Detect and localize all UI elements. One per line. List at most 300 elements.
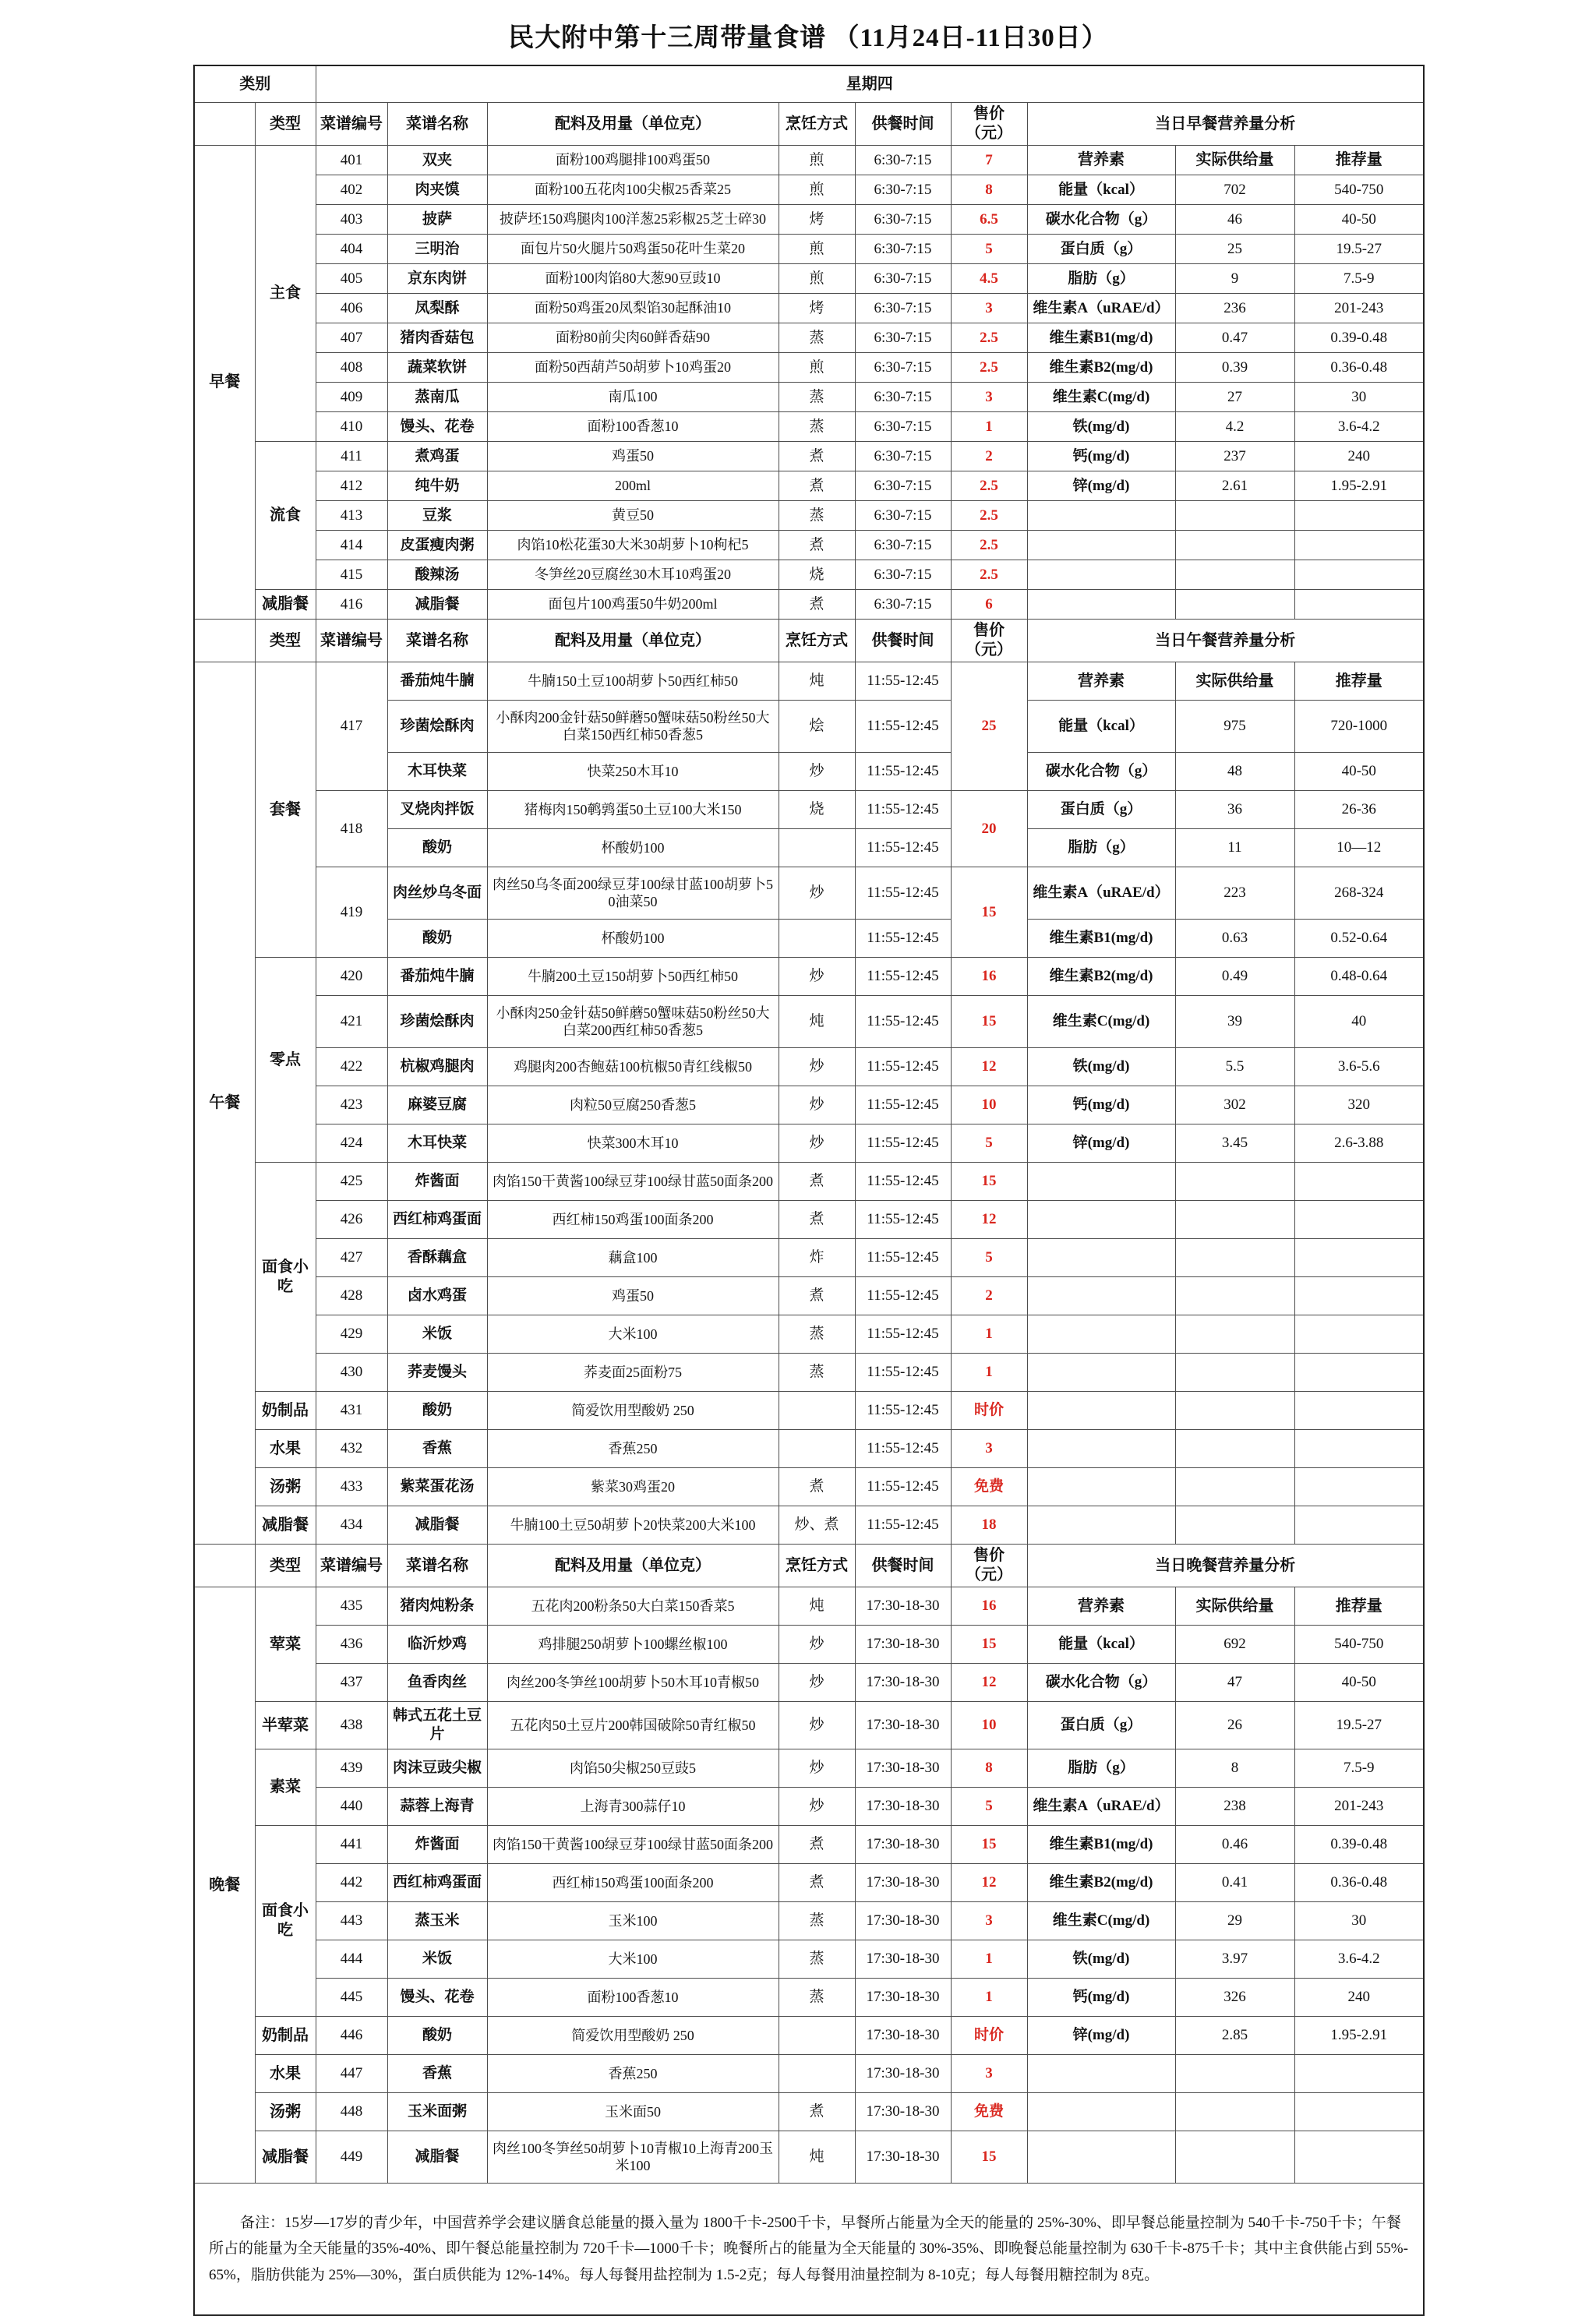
table-row — [194, 791, 1424, 829]
nutrient-label: 维生素A（uRAE/d） — [1027, 867, 1175, 920]
nutrient-actual — [1175, 590, 1294, 620]
serving-time: 11:55-12:45 — [855, 1201, 951, 1239]
nutrient-label — [1027, 1468, 1175, 1506]
dish-number: 407 — [316, 323, 387, 353]
dish-name: 香蕉 — [387, 1430, 487, 1468]
table-row — [194, 1354, 1424, 1392]
serving-time: 17:30-18-30 — [855, 2131, 951, 2184]
dish-number: 403 — [316, 205, 387, 235]
type-label: 水果 — [255, 2055, 316, 2093]
dish-number: 434 — [316, 1506, 387, 1545]
nutrient-recommended — [1294, 1430, 1424, 1468]
type-label: 流食 — [255, 442, 316, 590]
price: 15 — [951, 1626, 1027, 1664]
dish-name: 蔬菜软饼 — [387, 353, 487, 383]
table-row — [194, 1626, 1424, 1664]
serving-time: 6:30-7:15 — [855, 412, 951, 442]
nutrient-label: 维生素C(mg/d) — [1027, 383, 1175, 412]
nutrient-label — [1027, 501, 1175, 531]
cooking-method: 蒸 — [779, 383, 855, 412]
meal-label: 晚餐 — [194, 1587, 255, 2184]
nutrient-actual: 4.2 — [1175, 412, 1294, 442]
nutrient-recommended — [1294, 1315, 1424, 1354]
dish-number: 427 — [316, 1239, 387, 1277]
nutrient-actual — [1175, 2131, 1294, 2184]
dish-number: 418 — [316, 791, 387, 867]
nutrient-label: 营养素 — [1027, 146, 1175, 175]
nutrient-actual: 326 — [1175, 1979, 1294, 2017]
nutrient-recommended: 30 — [1294, 1902, 1424, 1940]
price: 5 — [951, 1239, 1027, 1277]
dish-number: 430 — [316, 1354, 387, 1392]
table-row — [194, 235, 1424, 264]
dish-number: 410 — [316, 412, 387, 442]
table-row — [194, 2055, 1424, 2093]
dish-name: 双夹 — [387, 146, 487, 175]
cooking-method — [779, 1392, 855, 1430]
nutrient-actual — [1175, 1392, 1294, 1430]
menu-table — [193, 65, 1425, 2316]
nutrient-label: 营养素 — [1027, 662, 1175, 701]
nutrient-label: 蛋白质（g） — [1027, 235, 1175, 264]
cooking-method: 煮 — [779, 1163, 855, 1201]
cooking-method: 煮 — [779, 2093, 855, 2131]
ingredients: 200ml — [487, 471, 779, 501]
serving-time: 6:30-7:15 — [855, 560, 951, 590]
dish-number: 422 — [316, 1048, 387, 1086]
ingredients: 小酥肉250金针菇50鲜蘑50蟹味菇50粉丝50大白菜200西红柿50香葱5 — [487, 996, 779, 1048]
ingredients: 肉馅50尖椒250豆豉5 — [487, 1749, 779, 1788]
cooking-method: 煮 — [779, 1864, 855, 1902]
cooking-method: 蒸 — [779, 1940, 855, 1979]
column-header: 菜谱名称 — [387, 620, 487, 662]
serving-time: 11:55-12:45 — [855, 1354, 951, 1392]
nutrient-actual — [1175, 2055, 1294, 2093]
table-row — [194, 1749, 1424, 1788]
ingredients: 鸡蛋50 — [487, 1277, 779, 1315]
cooking-method: 炒 — [779, 1749, 855, 1788]
dish-name: 煮鸡蛋 — [387, 442, 487, 471]
nutrient-label — [1027, 1277, 1175, 1315]
ingredients: 杯酸奶100 — [487, 920, 779, 958]
column-header: 配料及用量（单位克） — [487, 1545, 779, 1587]
dish-name: 荞麦馒头 — [387, 1354, 487, 1392]
dish-number: 444 — [316, 1940, 387, 1979]
nutrient-actual: 975 — [1175, 701, 1294, 753]
table-row — [194, 1587, 1424, 1626]
column-header: 烹饪方式 — [779, 103, 855, 146]
column-header: 菜谱编号 — [316, 1545, 387, 1587]
dish-name: 酸奶 — [387, 920, 487, 958]
ingredients: 肉粒50豆腐250香葱5 — [487, 1086, 779, 1124]
serving-time: 11:55-12:45 — [855, 1239, 951, 1277]
nutrient-recommended: 1.95-2.91 — [1294, 471, 1424, 501]
nutrient-label: 维生素B1(mg/d) — [1027, 1826, 1175, 1864]
nutrient-label — [1027, 1354, 1175, 1392]
nutrient-recommended: 26-36 — [1294, 791, 1424, 829]
ingredients: 快菜250木耳10 — [487, 753, 779, 791]
table-row — [194, 1664, 1424, 1702]
ingredients: 香蕉250 — [487, 1430, 779, 1468]
nutrient-label: 钙(mg/d) — [1027, 442, 1175, 471]
cooking-method: 煎 — [779, 175, 855, 205]
dish-name: 肉夹馍 — [387, 175, 487, 205]
nutrient-recommended: 0.39-0.48 — [1294, 1826, 1424, 1864]
cooking-method: 烤 — [779, 294, 855, 323]
dish-name: 炸酱面 — [387, 1826, 487, 1864]
dish-name: 猪肉炖粉条 — [387, 1587, 487, 1626]
ingredients: 黄豆50 — [487, 501, 779, 531]
price: 2 — [951, 442, 1027, 471]
corner-cell — [194, 620, 255, 662]
nutrient-recommended — [1294, 1277, 1424, 1315]
nutrient-label: 维生素B1(mg/d) — [1027, 920, 1175, 958]
dish-name: 豆浆 — [387, 501, 487, 531]
dish-number: 414 — [316, 531, 387, 560]
nutrient-recommended: 0.39-0.48 — [1294, 323, 1424, 353]
table-row — [194, 620, 1424, 662]
ingredients: 面粉50西葫芦50胡萝卜10鸡蛋20 — [487, 353, 779, 383]
serving-time: 6:30-7:15 — [855, 294, 951, 323]
nutrient-actual: 2.85 — [1175, 2017, 1294, 2055]
dish-number: 408 — [316, 353, 387, 383]
table-row — [194, 294, 1424, 323]
nutrient-label: 维生素B2(mg/d) — [1027, 1864, 1175, 1902]
ingredients: 玉米面50 — [487, 2093, 779, 2131]
nutrient-actual: 46 — [1175, 205, 1294, 235]
ingredients: 鸡腿肉200杏鲍菇100杭椒50青红线椒50 — [487, 1048, 779, 1086]
cooking-method: 蒸 — [779, 501, 855, 531]
table-row — [194, 264, 1424, 294]
nutrient-label — [1027, 2131, 1175, 2184]
dish-number: 429 — [316, 1315, 387, 1354]
serving-time: 11:55-12:45 — [855, 1468, 951, 1506]
nutrient-label: 能量（kcal） — [1027, 1626, 1175, 1664]
serving-time: 11:55-12:45 — [855, 1430, 951, 1468]
nutrient-recommended: 201-243 — [1294, 294, 1424, 323]
dish-number: 406 — [316, 294, 387, 323]
dish-number: 415 — [316, 560, 387, 590]
dish-number: 433 — [316, 1468, 387, 1506]
nutrient-label: 能量（kcal） — [1027, 701, 1175, 753]
nutrient-actual — [1175, 2093, 1294, 2131]
table-row — [194, 590, 1424, 620]
nutrient-actual — [1175, 560, 1294, 590]
cooking-method: 煮 — [779, 531, 855, 560]
serving-time: 17:30-18-30 — [855, 2055, 951, 2093]
dish-name: 鱼香肉丝 — [387, 1664, 487, 1702]
serving-time: 6:30-7:15 — [855, 353, 951, 383]
nutrient-label: 维生素B2(mg/d) — [1027, 353, 1175, 383]
table-row — [194, 1545, 1424, 1587]
table-row — [194, 1979, 1424, 2017]
price: 12 — [951, 1201, 1027, 1239]
dish-name: 香蕉 — [387, 2055, 487, 2093]
cooking-method: 煮 — [779, 1277, 855, 1315]
nutrient-recommended: 0.36-0.48 — [1294, 1864, 1424, 1902]
dish-number: 423 — [316, 1086, 387, 1124]
price: 5 — [951, 1788, 1027, 1826]
dish-name: 减脂餐 — [387, 2131, 487, 2184]
serving-time: 6:30-7:15 — [855, 205, 951, 235]
cooking-method: 炖 — [779, 996, 855, 1048]
nutrient-actual: 8 — [1175, 1749, 1294, 1788]
dish-name: 酸奶 — [387, 2017, 487, 2055]
table-row — [194, 353, 1424, 383]
dish-name: 蒜蓉上海青 — [387, 1788, 487, 1826]
cooking-method: 煮 — [779, 471, 855, 501]
column-header: 菜谱名称 — [387, 1545, 487, 1587]
serving-time: 17:30-18-30 — [855, 1626, 951, 1664]
dish-name: 临沂炒鸡 — [387, 1626, 487, 1664]
dish-number: 449 — [316, 2131, 387, 2184]
dish-name: 凤梨酥 — [387, 294, 487, 323]
dish-name: 酸奶 — [387, 1392, 487, 1430]
column-header: 配料及用量（单位克） — [487, 103, 779, 146]
cooking-method: 煎 — [779, 235, 855, 264]
ingredients: 大米100 — [487, 1315, 779, 1354]
cooking-method: 蒸 — [779, 412, 855, 442]
nutrient-actual: 29 — [1175, 1902, 1294, 1940]
type-label: 汤粥 — [255, 2093, 316, 2131]
serving-time: 11:55-12:45 — [855, 1315, 951, 1354]
nutrient-label: 维生素A（uRAE/d） — [1027, 1788, 1175, 1826]
nutrition-title: 当日早餐营养量分析 — [1027, 103, 1424, 146]
nutrient-recommended: 19.5-27 — [1294, 235, 1424, 264]
nutrient-label: 脂肪（g） — [1027, 264, 1175, 294]
nutrient-recommended: 推荐量 — [1294, 1587, 1424, 1626]
price: 3 — [951, 1902, 1027, 1940]
corner-cell — [194, 103, 255, 146]
dish-number: 412 — [316, 471, 387, 501]
corner-cell — [194, 1545, 255, 1587]
nutrient-label: 钙(mg/d) — [1027, 1979, 1175, 2017]
nutrient-recommended: 19.5-27 — [1294, 1702, 1424, 1749]
dish-number: 413 — [316, 501, 387, 531]
nutrient-label: 碳水化合物（g） — [1027, 753, 1175, 791]
nutrient-label: 营养素 — [1027, 1587, 1175, 1626]
cooking-method — [779, 920, 855, 958]
price: 3 — [951, 1430, 1027, 1468]
type-label: 减脂餐 — [255, 2131, 316, 2184]
nutrient-recommended: 240 — [1294, 442, 1424, 471]
table-row — [194, 1239, 1424, 1277]
ingredients: 肉馅10松花蛋30大米30胡萝卜10枸杞5 — [487, 531, 779, 560]
ingredients: 肉丝200冬笋丝100胡萝卜50木耳10青椒50 — [487, 1664, 779, 1702]
table-row — [194, 175, 1424, 205]
ingredients: 面包片50火腿片50鸡蛋50花叶生菜20 — [487, 235, 779, 264]
nutrient-label — [1027, 1239, 1175, 1277]
cooking-method: 煮 — [779, 1468, 855, 1506]
meal-label: 午餐 — [194, 662, 255, 1545]
nutrient-actual: 实际供给量 — [1175, 1587, 1294, 1626]
table-row — [194, 1506, 1424, 1545]
cooking-method: 炖 — [779, 2131, 855, 2184]
cooking-method: 蒸 — [779, 1979, 855, 2017]
nutrient-recommended: 40 — [1294, 996, 1424, 1048]
table-row — [194, 996, 1424, 1048]
price: 12 — [951, 1664, 1027, 1702]
dish-name: 纯牛奶 — [387, 471, 487, 501]
ingredients: 西红柿150鸡蛋100面条200 — [487, 1201, 779, 1239]
cooking-method: 炖 — [779, 1587, 855, 1626]
nutrient-actual — [1175, 1277, 1294, 1315]
page-title: 民大附中第十三周带量食谱 （11月24日-11日30日） — [508, 24, 1108, 52]
nutrient-actual: 238 — [1175, 1788, 1294, 1826]
dish-name: 馒头、花卷 — [387, 1979, 487, 2017]
ingredients: 紫菜30鸡蛋20 — [487, 1468, 779, 1506]
nutrient-label: 蛋白质（g） — [1027, 1702, 1175, 1749]
nutrient-recommended — [1294, 2093, 1424, 2131]
type-label: 主食 — [255, 146, 316, 442]
table-row — [194, 323, 1424, 353]
price: 3 — [951, 383, 1027, 412]
nutrient-label: 碳水化合物（g） — [1027, 1664, 1175, 1702]
serving-time: 11:55-12:45 — [855, 791, 951, 829]
price: 时价 — [951, 2017, 1027, 2055]
nutrient-recommended: 540-750 — [1294, 175, 1424, 205]
nutrient-recommended: 240 — [1294, 1979, 1424, 2017]
dish-name: 玉米面粥 — [387, 2093, 487, 2131]
dish-number: 437 — [316, 1664, 387, 1702]
nutrient-actual — [1175, 1354, 1294, 1392]
nutrient-recommended: 3.6-5.6 — [1294, 1048, 1424, 1086]
dish-name: 三明治 — [387, 235, 487, 264]
price: 2.5 — [951, 323, 1027, 353]
serving-time: 17:30-18-30 — [855, 1979, 951, 2017]
dish-number: 446 — [316, 2017, 387, 2055]
nutrient-label: 锌(mg/d) — [1027, 2017, 1175, 2055]
nutrient-recommended — [1294, 1201, 1424, 1239]
cooking-method: 炸 — [779, 1239, 855, 1277]
ingredients: 牛腩100土豆50胡萝卜20快菜200大米100 — [487, 1506, 779, 1545]
serving-time: 11:55-12:45 — [855, 1277, 951, 1315]
price: 1 — [951, 1354, 1027, 1392]
cooking-method: 炒 — [779, 1048, 855, 1086]
table-row — [194, 1430, 1424, 1468]
price: 7 — [951, 146, 1027, 175]
nutrient-recommended — [1294, 560, 1424, 590]
table-row — [194, 1392, 1424, 1430]
nutrient-actual: 236 — [1175, 294, 1294, 323]
dish-name: 西红柿鸡蛋面 — [387, 1201, 487, 1239]
ingredients: 简爱饮用型酸奶 250 — [487, 1392, 779, 1430]
cooking-method: 烤 — [779, 205, 855, 235]
header-category: 类别 — [194, 65, 316, 103]
nutrient-actual: 39 — [1175, 996, 1294, 1048]
price: 15 — [951, 1826, 1027, 1864]
ingredients: 玉米100 — [487, 1902, 779, 1940]
nutrient-actual: 0.39 — [1175, 353, 1294, 383]
table-row — [194, 1702, 1424, 1749]
type-label: 面食小吃 — [255, 1826, 316, 2017]
serving-time: 6:30-7:15 — [855, 501, 951, 531]
column-header: 烹饪方式 — [779, 620, 855, 662]
nutrient-label — [1027, 1315, 1175, 1354]
ingredients: 肉馅150干黄酱100绿豆芽100绿甘蓝50面条200 — [487, 1163, 779, 1201]
dish-number: 438 — [316, 1702, 387, 1749]
serving-time: 6:30-7:15 — [855, 175, 951, 205]
price: 15 — [951, 2131, 1027, 2184]
ingredients: 五花肉50土豆片200韩国破除50青红椒50 — [487, 1702, 779, 1749]
table-row — [194, 103, 1424, 146]
nutrient-recommended — [1294, 1392, 1424, 1430]
cooking-method — [779, 2055, 855, 2093]
cooking-method: 蒸 — [779, 323, 855, 353]
price: 15 — [951, 996, 1027, 1048]
nutrient-actual: 26 — [1175, 1702, 1294, 1749]
cooking-method: 烩 — [779, 701, 855, 753]
ingredients: 鸡蛋50 — [487, 442, 779, 471]
nutrition-title: 当日午餐营养量分析 — [1027, 620, 1424, 662]
dish-name: 米饭 — [387, 1315, 487, 1354]
ingredients: 肉丝50乌冬面200绿豆芽100绿甘蓝100胡萝卜50油菜50 — [487, 867, 779, 920]
nutrient-actual — [1175, 1506, 1294, 1545]
nutrient-actual — [1175, 1468, 1294, 1506]
column-header: 类型 — [255, 103, 316, 146]
price: 20 — [951, 791, 1027, 867]
price: 4.5 — [951, 264, 1027, 294]
column-header: 售价（元） — [951, 103, 1027, 146]
cooking-method: 炒 — [779, 1124, 855, 1163]
column-header: 供餐时间 — [855, 1545, 951, 1587]
dish-name: 酸辣汤 — [387, 560, 487, 590]
cooking-method: 炒 — [779, 753, 855, 791]
nutrient-recommended — [1294, 1239, 1424, 1277]
price: 25 — [951, 662, 1027, 791]
nutrient-label — [1027, 1430, 1175, 1468]
type-label: 半荤菜 — [255, 1702, 316, 1749]
dish-name: 叉烧肉拌饭 — [387, 791, 487, 829]
cooking-method: 煮 — [779, 442, 855, 471]
dish-number: 447 — [316, 2055, 387, 2093]
nutrient-recommended: 7.5-9 — [1294, 1749, 1424, 1788]
table-row — [194, 1940, 1424, 1979]
type-label: 减脂餐 — [255, 1506, 316, 1545]
dish-name: 肉丝炒乌冬面 — [387, 867, 487, 920]
price: 15 — [951, 867, 1027, 958]
nutrient-label: 铁(mg/d) — [1027, 1048, 1175, 1086]
nutrient-label — [1027, 2055, 1175, 2093]
header-weekday: 星期四 — [316, 65, 1424, 103]
nutrient-actual: 0.41 — [1175, 1864, 1294, 1902]
dish-name: 麻婆豆腐 — [387, 1086, 487, 1124]
table-row — [194, 1315, 1424, 1354]
price: 1 — [951, 1979, 1027, 2017]
nutrient-actual: 48 — [1175, 753, 1294, 791]
nutrient-actual: 11 — [1175, 829, 1294, 867]
serving-time: 6:30-7:15 — [855, 442, 951, 471]
cooking-method: 蒸 — [779, 1902, 855, 1940]
table-row — [194, 471, 1424, 501]
table-row — [194, 205, 1424, 235]
table-row — [194, 65, 1424, 103]
ingredients: 香蕉250 — [487, 2055, 779, 2093]
cooking-method: 炒 — [779, 1626, 855, 1664]
cooking-method: 煮 — [779, 1826, 855, 1864]
nutrient-recommended: 推荐量 — [1294, 146, 1424, 175]
ingredients: 杯酸奶100 — [487, 829, 779, 867]
ingredients: 面粉100鸡腿排100鸡蛋50 — [487, 146, 779, 175]
dish-name: 木耳快菜 — [387, 753, 487, 791]
table-row — [194, 442, 1424, 471]
price: 2.5 — [951, 501, 1027, 531]
table-row — [194, 1902, 1424, 1940]
nutrient-actual: 5.5 — [1175, 1048, 1294, 1086]
column-header: 供餐时间 — [855, 103, 951, 146]
price: 6.5 — [951, 205, 1027, 235]
nutrient-actual — [1175, 1201, 1294, 1239]
